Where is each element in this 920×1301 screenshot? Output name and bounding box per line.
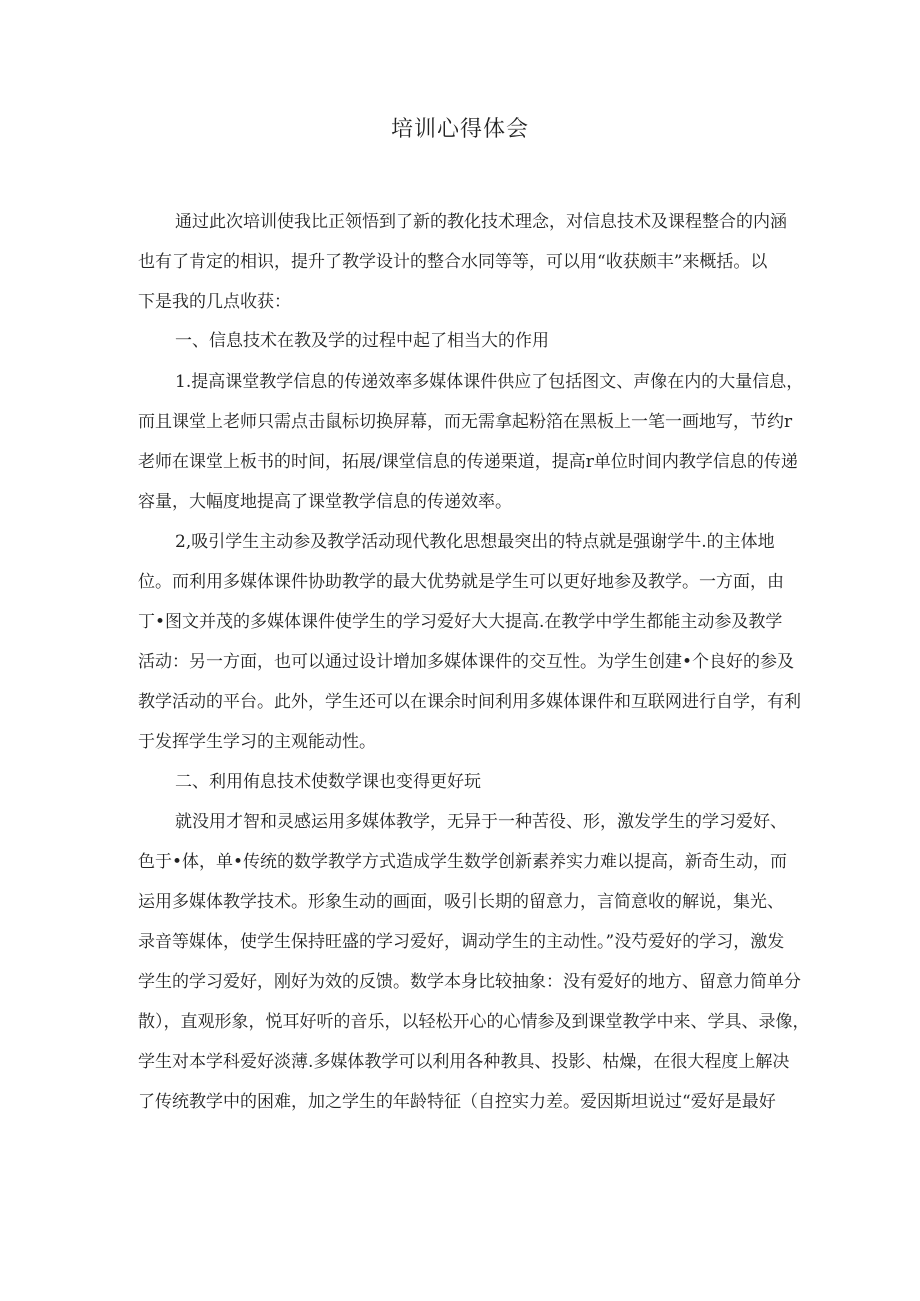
- paragraph-line: 1.提高课堂教学信息的传递效率多媒体课件供应了包括图文、声像在内的大量信息，: [175, 372, 804, 392]
- paragraph-line: 录音等媒体，使学生保持旺盛的学习爱好，调动学生的主动性。”没芍爱好的学习，激发: [138, 932, 785, 952]
- paragraph-line: 散），直观形象，悦耳好听的音乐，以轻松开心的心情参及到课堂教学中来、学具、录像，: [138, 1012, 810, 1032]
- paragraph-line: 老师在课堂上板书的时间，拓展/课堂信息的传递栗道，提高r单位时间内教学信息的传递: [138, 452, 798, 472]
- paragraph-line: 学生对本学科爱好淡薄.多媒体教学可以利用各种教具、投影、枯燥，在很大程度上解决: [138, 1052, 790, 1072]
- paragraph-line: 于发挥学生学习的主观能动性。: [138, 732, 376, 752]
- paragraph-line: 2,吸引学生主动参及教学活动现代教化思想最突出的特点就是强谢学牛.的主体地: [175, 532, 775, 552]
- paragraph-line: 而且课堂上老师只需点击鼠标切换屏幕，而无需拿起粉箔在黑板上一笔一画地写，节约r: [138, 412, 793, 432]
- paragraph-line: 活动：另一方面，也可以通过设计增加多媒体课件的交互性。为学生创建•个良好的参及: [138, 652, 795, 672]
- section-heading: 一、信息技术在教及学的过程中起了相当大的作用: [175, 331, 549, 351]
- paragraph-line: 容量，大幅度地提高了课堂教学信息的传递效率。: [138, 492, 512, 512]
- paragraph-line: 丁•图文并茂的多媒体课件使学生的学习爱好大大提高.在教学中学生都能主动参及教学: [138, 612, 783, 632]
- document-title: 培训心得体会: [390, 117, 529, 142]
- section-heading: 二、利用侑息技术使数学课也变得更好玩: [175, 772, 481, 792]
- paragraph-line: 位。而利用多媒体课件协助教学的最大优势就是学生可以更好地参及教学。一方面，由: [138, 572, 784, 592]
- paragraph-line: 通过此次培训使我比正领悟到了新的教化技术理念，对信息技术及课程整合的内涵: [175, 212, 787, 232]
- paragraph-line: 了传统教学中的困难，加之学生的年龄特征（自控实力差。爱因斯坦说过“爱好是最好: [138, 1092, 776, 1112]
- paragraph-line: 学生的学习爱好，刚好为效的反馈。数学本身比较抽象：没有爱好的地方、留意力简单分: [138, 972, 801, 992]
- paragraph-line: 下是我的几点收获：: [138, 292, 291, 312]
- paragraph-line: 运用多媒体教学技术。形象生动的画面，吸引长期的留意力，言简意收的解说，集光、: [138, 892, 784, 912]
- paragraph-line: 色于•体，单•传统的数学教学方式造成学生数学创新素养实力难以提高，新奇生动，而: [138, 852, 788, 872]
- paragraph-line: 就没用才智和灵感运用多媒体教学，无异于一种苦役、形，激发学生的学习爱好、: [175, 812, 787, 832]
- paragraph-line: 教学活动的平台。此外，学生还可以在课余时间利用多媒体课件和互联网进行自学，有利: [138, 692, 801, 712]
- paragraph-line: 也有了肯定的相识，提升了教学设计的整合水同等等，可以用“收获颇丰”来概括。以: [138, 252, 768, 272]
